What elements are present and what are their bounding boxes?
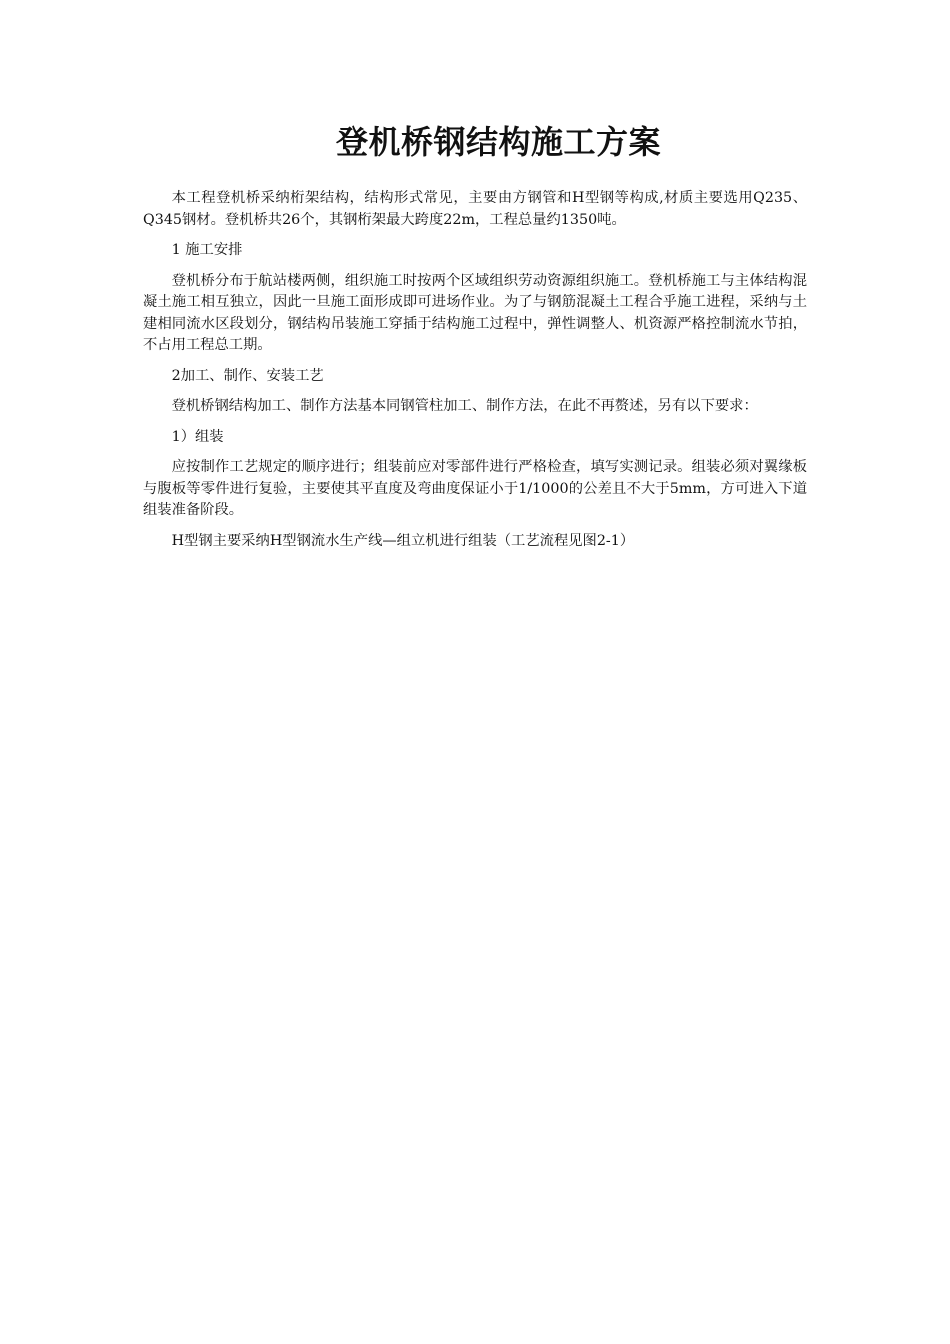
subheading-assembly: 1）组装 [171,428,224,445]
h-beam-assembly-paragraph: H型钢主要采纳H型钢流水生产线—组立机进行组装（工艺流程见图2-1） [171,532,635,549]
intro-paragraph: 本工程登机桥采纳桁架结构，结构形式常见，主要由方钢管和H型钢等构成,材质主要选用Q235、Q345钢材。登机桥共26个，其钢桁架最大跨度22m，工程总量约1350吨。 [143,190,807,228]
construction-arrangement-paragraph: 登机桥分布于航站楼两侧，组织施工时按两个区域组织劳动资源组织施工。登机桥施工与主体结构混凝土施工相互独立，因此一旦施工面形成即可进场作业。为了与钢筋混凝土工程合乎施工进程，采纳与土建相同流水区段划分，钢结构吊装施工穿插于结构施工过程中，弹性调整人、机资源严格控制流水节拍，不占用工程总工期。 [143,272,807,353]
section-heading-process: 2加工、制作、安装工艺 [171,367,324,384]
document-content [143,118,807,561]
document-title: 登机桥钢结构施工方案 [336,123,662,161]
assembly-paragraph: 应按制作工艺规定的顺序进行；组装前应对零部件进行严格检查，填写实测记录。组装必须对翼缘板与腹板等零件进行复验，主要使其平直度及弯曲度保证小于1/1000的公差且不大于5mm，方可进入下道组装准备阶段。 [143,459,807,518]
process-paragraph: 登机桥钢结构加工、制作方法基本同钢管柱加工、制作方法，在此不再赘述，另有以下要求： [171,398,758,414]
section-heading-construction-arrangement: 1 施工安排 [171,242,243,258]
